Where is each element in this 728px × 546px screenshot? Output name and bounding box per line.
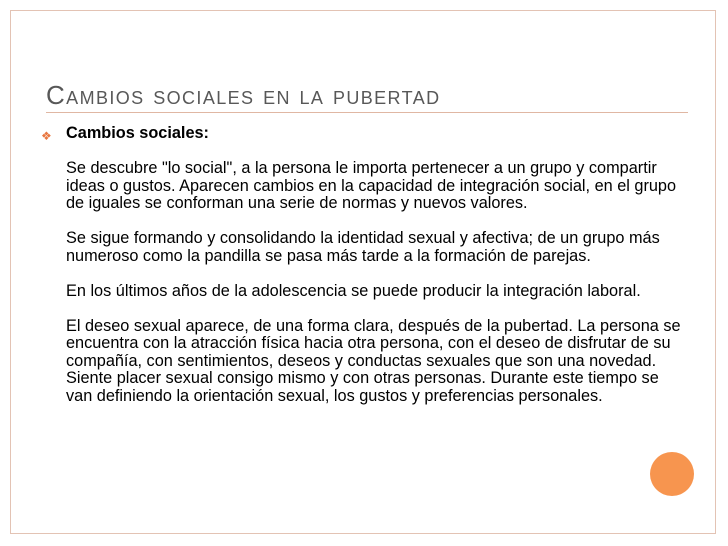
paragraph-sexual-desire: El deseo sexual aparece, de una forma clara, después de la pubertad. La persona se encuentra con la atracción física hacia otra persona, con el deseo de disfrutar de su compañía, con sentimientos, deseos y conductas sexuales que son una novedad. Siente placer sexual consigo mismo y con otras personas. Durante este tiempo se van definiendo la orientación sexual, los gustos y preferencias personales. <box>66 316 681 405</box>
content-heading: Cambios sociales: <box>66 124 209 142</box>
slide-title: Cambios sociales en la pubertad <box>46 80 441 110</box>
title-divider <box>46 112 688 113</box>
slide-content <box>66 125 686 405</box>
paragraph-labor-integration: En los últimos años de la adolescencia se puede producir la integración laboral. <box>66 281 641 300</box>
paragraph-identity: Se sigue formando y consolidando la identidad sexual y afectiva; de un grupo más numeroso como la pandilla se pasa más tarde a la formación de parejas. <box>66 229 660 265</box>
decorative-circle <box>650 452 694 496</box>
bullet-diamond-icon: ❖ <box>41 129 52 143</box>
paragraph-social-discovery: Se descubre "lo social", a la persona le importa pertenecer a un grupo y compartir ideas o gustos. Aparecen cambios en la capacidad de integración social, en el grupo de iguales se conforman una serie de normas y nuevos valores. <box>66 159 677 212</box>
